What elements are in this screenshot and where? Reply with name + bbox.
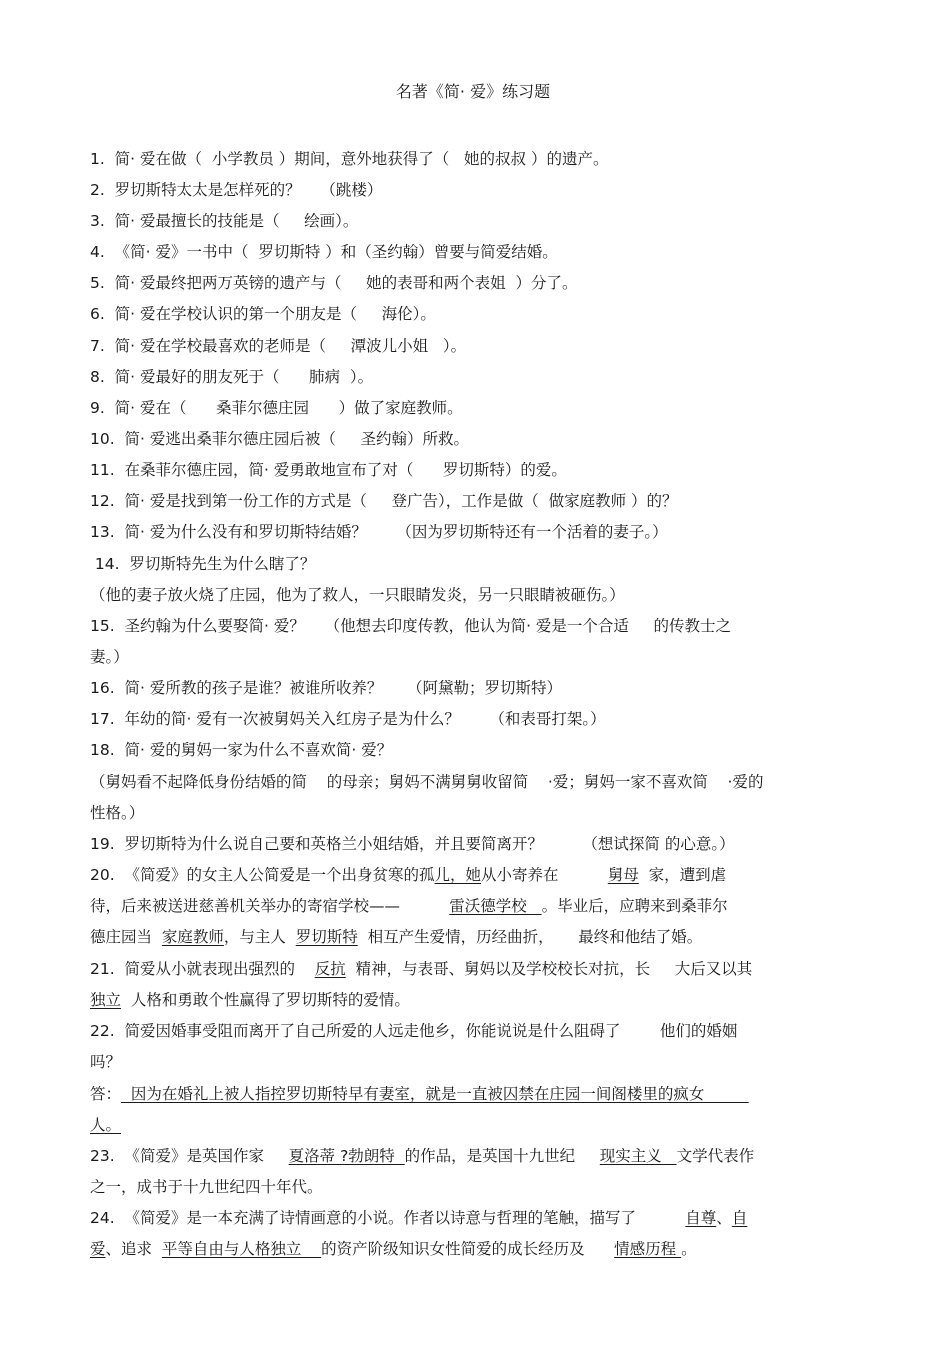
question-8: 8. 简· 爱最好的朋友死于（ 肺病 ）。 (90, 368, 374, 386)
question-19: 19. 罗切斯特为什么说自己要和英格兰小姐结婚，并且要简离开？ （想试探简 的心意。） (90, 835, 735, 853)
question-21-line-1: 21. 简爱从小就表现出强烈的 反抗 精神，与表哥、舅妈以及学校校长对抗，长 大后又以其 (90, 960, 753, 978)
question-2: 2. 罗切斯特太太是怎样死的？ （跳楼） (90, 181, 383, 199)
question-11: 11. 在桑菲尔德庄园，简· 爱勇敢地宣布了对（ 罗切斯特）的爱。 (90, 461, 567, 479)
question-7: 7. 简· 爱在学校最喜欢的老师是（ 潭波儿小姐 ）。 (90, 337, 467, 355)
answer-18: （舅妈看不起降低身份结婚的简 的母亲；舅妈不满舅舅收留简 ·爱；舅妈一家不喜欢简 ·爱的 (90, 773, 764, 791)
question-10: 10. 简· 爱逃出桑菲尔德庄园后被（ 圣约翰）所救。 (90, 430, 469, 448)
answer-22-line-1: 答： 因为在婚礼上被人指控罗切斯特早有妻室，就是一直被囚禁在庄园一间阁楼里的疯女 (90, 1085, 749, 1103)
question-18: 18. 简· 爱的舅妈一家为什么不喜欢简· 爱？ (90, 741, 393, 759)
question-12: 12. 简· 爱是找到第一份工作的方式是（ 登广告），工作是做（ 做家庭教师 ）的？ (90, 492, 678, 510)
question-20-line-2: 待，后来被送进慈善机关举办的寄宿学校—— 雷沃德学校 。毕业后，应聘来到桑菲尔 (90, 897, 728, 915)
question-5: 5. 简· 爱最终把两万英镑的遗产与（ 她的表哥和两个表姐 ）分了。 (90, 274, 578, 292)
question-1: 1. 简· 爱在做（ 小学教员 ）期间，意外地获得了（ 她的叔叔 ）的遗产。 (90, 150, 609, 168)
question-15: 15. 圣约翰为什么要娶简· 爱？ （他想去印度传教，他认为简· 爱是一个合适 的传教士之 (90, 617, 732, 635)
question-16: 16. 简· 爱所教的孩子是谁？被谁所收养？ （阿黛勒；罗切斯特） (90, 679, 562, 697)
question-20-line-1: 20. 《简爱》的女主人公简爱是一个出身贫寒的孤儿，她从小寄养在 舅母 家，遭到虐 (90, 866, 727, 884)
answer-18-cont: 性格。） (90, 804, 145, 822)
question-9: 9. 简· 爱在（ 桑菲尔德庄园 ）做了家庭教师。 (90, 399, 463, 417)
question-24-line-2: 爱、追求 平等自由与人格独立 的资产阶级知识女性简爱的成长经历及 情感历程 。 (90, 1240, 697, 1258)
question-22-line-1: 22. 简爱因婚事受阻而离开了自己所爱的人远走他乡，你能说说是什么阻碍了 他们的婚姻 (90, 1022, 738, 1040)
answer-22-line-2: 人。 (90, 1116, 122, 1134)
question-17: 17. 年幼的简· 爱有一次被舅妈关入红房子是为什么？ （和表哥打架。） (90, 710, 606, 728)
question-13: 13. 简· 爱为什么没有和罗切斯特结婚？ （因为罗切斯特还有一个活着的妻子。） (90, 523, 668, 541)
question-20-line-3: 德庄园当 家庭教师，与主人 罗切斯特 相互产生爱情，历经曲折， 最终和他结了婚。 (90, 928, 703, 946)
question-22-line-2: 吗？ (90, 1053, 122, 1071)
question-15-cont: 妻。） (90, 648, 129, 666)
question-14: 14. 罗切斯特先生为什么瞎了？ (90, 555, 316, 573)
question-6: 6. 简· 爱在学校认识的第一个朋友是（ 海伦）。 (90, 305, 436, 323)
question-23-line-1: 23. 《简爱》是英国作家 夏洛蒂 ?勃朗特 的作品，是英国十九世纪 现实主义 文学代表作 (90, 1147, 755, 1165)
question-3: 3. 简· 爱最擅长的技能是（ 绘画）。 (90, 212, 359, 230)
document-page (90, 0, 856, 1346)
document-title: 名著《简· 爱》练习题 (395, 82, 551, 101)
question-23-line-2: 之一，成书于十九世纪四十年代。 (90, 1178, 323, 1196)
question-21-line-2: 独立 人格和勇敢个性赢得了罗切斯特的爱情。 (90, 991, 410, 1009)
answer-14: （他的妻子放火烧了庄园，他为了救人，一只眼睛发炎，另一只眼睛被砸伤。） (90, 586, 625, 604)
question-24-line-1: 24. 《简爱》是一本充满了诗情画意的小说。作者以诗意与哲理的笔触，描写了 自尊、自 (90, 1209, 748, 1227)
question-4: 4. 《简· 爱》一书中（ 罗切斯特 ）和（圣约翰）曾要与简爱结婚。 (90, 243, 558, 261)
